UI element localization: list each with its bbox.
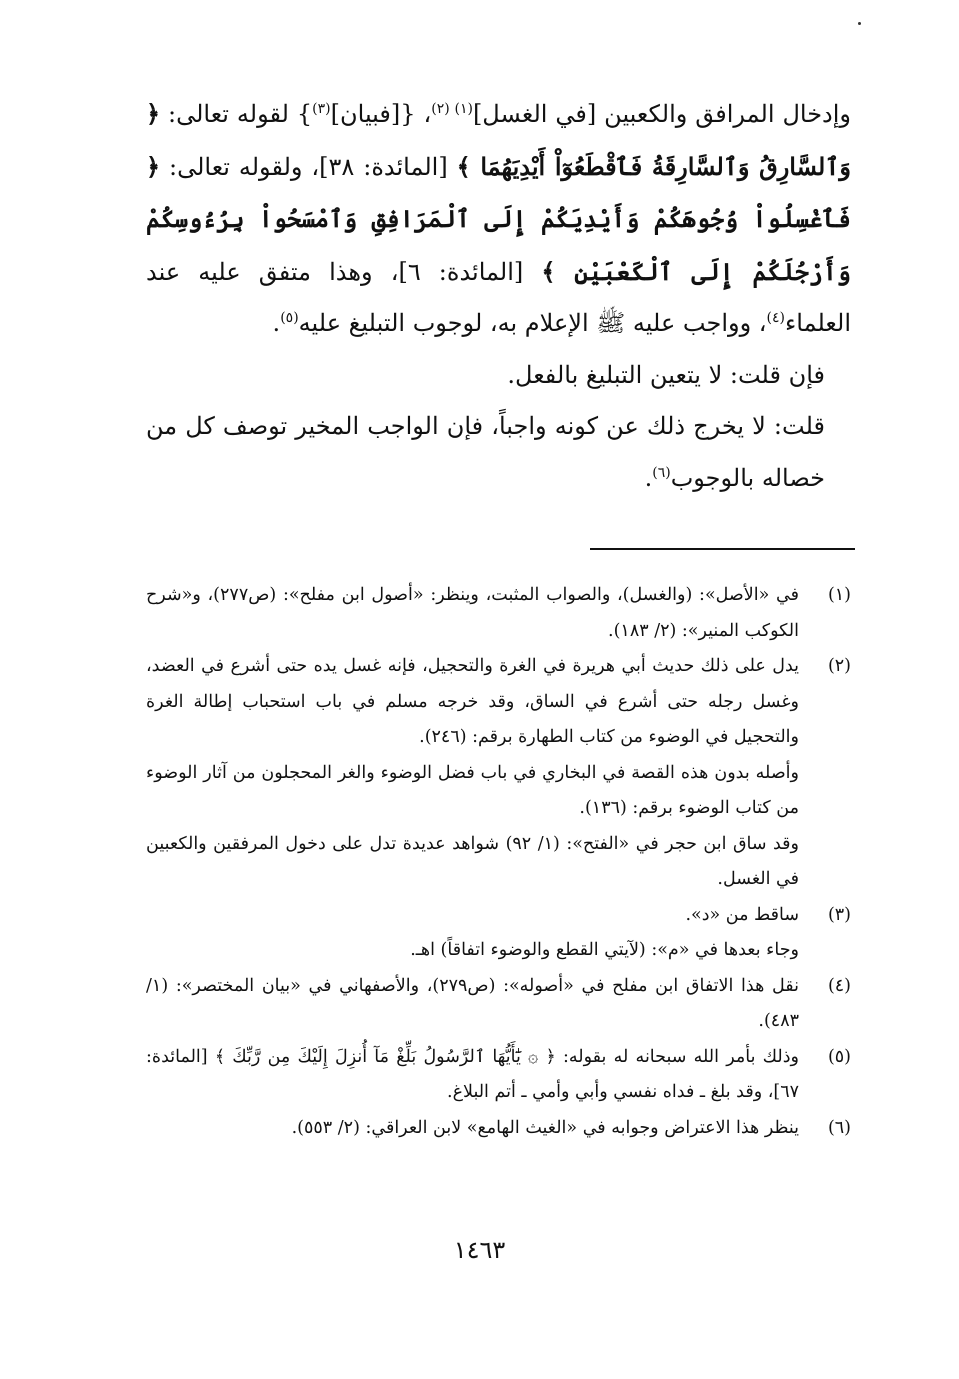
footnote [146,1040,851,1111]
footnote-text: وقد ساق ابن حجر في «الفتح»: (١/ ٩٢) شواهد عديدة تدل على دخول المرفقين والكعبين في الغسل. [146,833,800,889]
page-number: ١٤٦٣ [453,1236,506,1264]
footnote-text: يدل على ذلك حديث أبي هريرة في الغرة والتحجيل، فإنه غسل يده حتى أشرع في العضد، وغسل رجله حتى أشرع في الساق، وقد خرجه مسلم في باب استحباب إطالة الغرة والتحجيل في الوضوء من كتاب الطهارة برقم: (٢٤٦). [146,656,799,747]
footnote-number: (٣) [827,904,851,925]
main-text-run: ، وواجب عليه ﷺ الإعلام به، لوجوب التبليغ عليه [298,309,767,337]
footnote-number: (٦) [827,1117,851,1138]
quran-verse: ﴿ وَٱلسَّارِقُ وَٱلسَّارِقَةُ فَٱقْطَعُوٓاْ أَيْدِيَهُمَا ﴾ [146,99,851,181]
footnote-number: (١) [827,585,851,605]
footnote-text: وجاء بعدها في «م»: (لآيتي القطع والوضوء اتفاقاً) اهـ. [410,940,799,960]
footnote [146,578,851,649]
main-paragraph [146,88,851,350]
footnote-text: في «الأصل»: (والغسل)، والصواب المثبت، وينظر: «أصول ابن مفلح»: (ص٢٧٧)، و«شرح الكوكب المنير»: (٢/ ١٨٣). [146,585,800,641]
main-text-run: ، {[فبيان] [330,100,432,128]
main-paragraph [146,401,851,504]
footnote-ref: (٣) [312,101,331,117]
footnote-text: نقل هذا الاتفاق ابن مفلح في «أصوله»: (ص٢٧٩)، والأصفهاني في «بيان المختصر»: (١/ ٤٨٣). [146,975,799,1031]
footnote [146,898,851,969]
footnotes-block [146,578,851,1146]
footnote-text: وأصله بدون هذه القصة في البخاري في باب فضل الوضوء والغر المحجلون من آثار الوضوء من كتاب الوضوء برقم: (١٣٦). [146,762,799,818]
footnote-text: وذلك بأمر الله سبحانه له بقوله: ﴿ ۞ يَٰٓأَيُّهَا ٱلرَّسُولُ بَلِّغْ مَآ أُنزِلَ إِلَيْكَ مِن رَّبِّكَ ﴾ [المائدة: ٦٧]، وقد بلغ ـ فداه نفسي وأبي وأمي ـ أتم البلاغ. [146,1046,799,1102]
footnote-number: (٢) [827,656,851,676]
main-text-run: وإدخال المرافق والكعبين [في الغسل] [472,100,852,128]
footnote [146,1111,851,1147]
footnote-ref: (٦) [652,464,671,481]
footnote-text: ينظر هذا الاعتراض وجوابه في «الغيث الهامع» لابن العراقي: (٢/ ٥٥٣). [291,1117,799,1138]
footnote-number: (٤) [827,975,851,996]
main-paragraph [146,350,851,402]
main-text-run: . [272,309,281,337]
main-text-run: فإن قلت: لا يتعين التبليغ بالفعل. [507,360,825,389]
main-text-block [146,88,851,504]
footnote [146,969,851,1040]
footnote-separator [590,548,855,550]
footnote-text: ساقط من «د». [685,904,799,925]
main-text-run: . [644,463,653,492]
footnote [146,649,851,898]
main-text-run: } لقوله تعالى: [160,100,313,128]
main-text-run: [المائدة: ٦]، وهذا متفق عليه عند العلماء [146,257,851,337]
quran-verse: ﴿ فَٱغْسِلُواْ وُجُوهَكُمْ وَأَيْدِيَكُمْ إِلَى ٱلْمَرَافِقِ وَٱمْسَحُواْ بِرُءُوسِكُمْ وَأَرْجُلَكُمْ إِلَى ٱلْكَعْبَيْنِ ﴾ [146,151,851,286]
footnote-number: (٥) [827,1046,851,1067]
footnote-ref: (٤) [766,310,786,326]
main-text-run: قلت: لا يخرج ذلك عن كونه واجباً، فإن الواجب المخير توصف كل من خصاله بالوجوب [146,412,825,492]
footnote-ref: (١) (٢) [431,101,473,117]
footnote-ref: (٥) [280,310,299,326]
scan-dot [858,22,861,25]
main-text-run: [المائدة: ٣٨]، ولقوله تعالى: [160,152,457,181]
